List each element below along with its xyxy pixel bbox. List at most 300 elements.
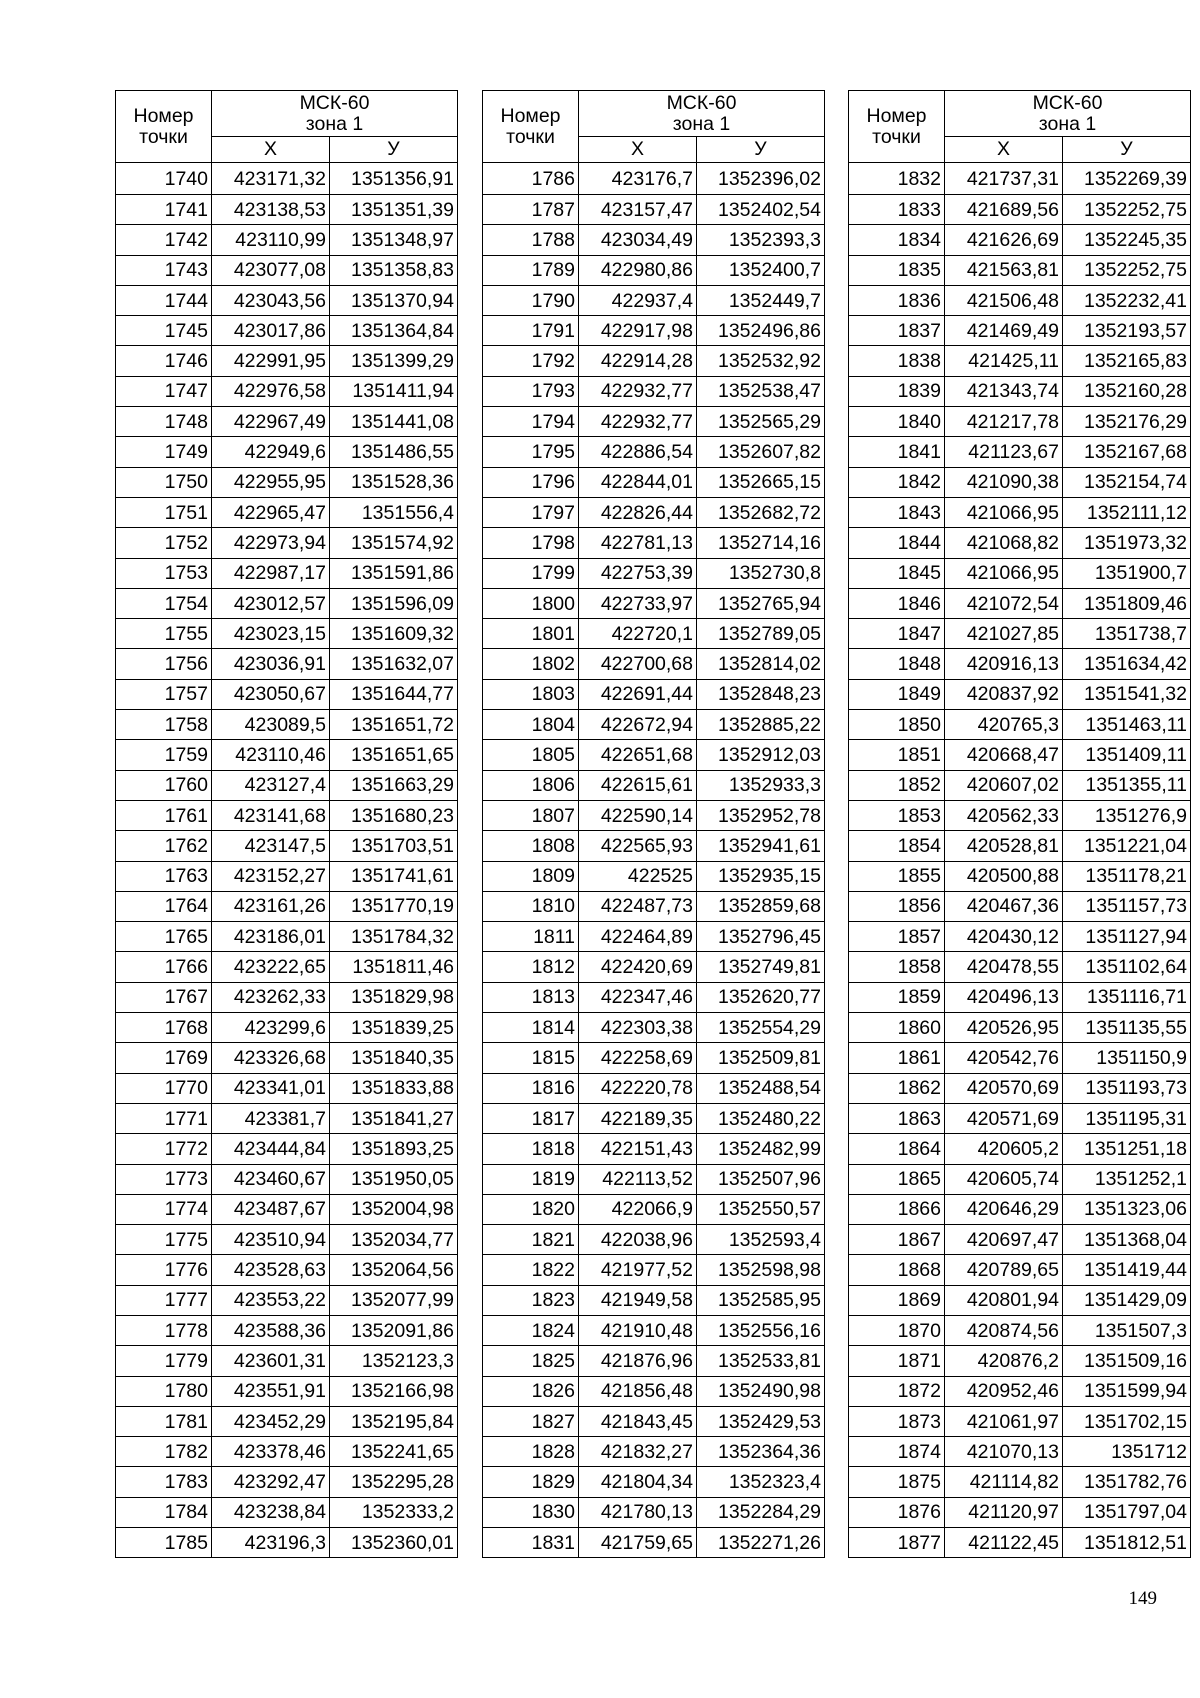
table-row: [849, 831, 1191, 861]
table-row: [483, 710, 825, 740]
x-coordinate-cell: 422965,47: [212, 497, 330, 527]
point-number-cell: 1818: [483, 1134, 579, 1164]
x-coordinate-cell: 420765,3: [945, 710, 1063, 740]
x-coordinate-cell: 420526,95: [945, 1013, 1063, 1043]
y-coordinate-cell: 1352166,98: [330, 1376, 458, 1406]
table-row: [116, 1346, 458, 1376]
table-body: [483, 163, 825, 1558]
point-number-cell: 1822: [483, 1255, 579, 1285]
y-coordinate-cell: 1352232,41: [1063, 285, 1191, 315]
y-coordinate-cell: 1351486,55: [330, 437, 458, 467]
y-coordinate-cell: 1352167,68: [1063, 437, 1191, 467]
y-coordinate-cell: 1351135,55: [1063, 1013, 1191, 1043]
x-coordinate-cell: 422525: [579, 861, 697, 891]
point-number-cell: 1777: [116, 1285, 212, 1315]
table-row: [483, 679, 825, 709]
x-coordinate-cell: 423460,67: [212, 1164, 330, 1194]
x-coordinate-cell: 421843,45: [579, 1406, 697, 1436]
point-number-cell: 1795: [483, 437, 579, 467]
point-number-cell: 1851: [849, 740, 945, 770]
y-coordinate-cell: 1352620,77: [697, 982, 825, 1012]
table-row: [483, 1043, 825, 1073]
x-coordinate-cell: 423089,5: [212, 710, 330, 740]
y-coordinate-cell: 1352269,39: [1063, 163, 1191, 195]
x-coordinate-cell: 422976,58: [212, 376, 330, 406]
table-row: [849, 649, 1191, 679]
x-coordinate-cell: 421506,48: [945, 285, 1063, 315]
x-coordinate-cell: 423238,84: [212, 1497, 330, 1527]
point-number-cell: 1857: [849, 922, 945, 952]
point-number-cell: 1859: [849, 982, 945, 1012]
y-coordinate-cell: 1351251,18: [1063, 1134, 1191, 1164]
point-number-cell: 1766: [116, 952, 212, 982]
point-number-cell: 1779: [116, 1346, 212, 1376]
table-row: [116, 649, 458, 679]
point-number-cell: 1759: [116, 740, 212, 770]
x-coordinate-cell: 422932,77: [579, 407, 697, 437]
x-coordinate-cell: 421120,97: [945, 1497, 1063, 1527]
point-number-cell: 1745: [116, 316, 212, 346]
table-row: [483, 1103, 825, 1133]
table-row: [483, 1315, 825, 1345]
table-row: [116, 1285, 458, 1315]
point-number-cell: 1772: [116, 1134, 212, 1164]
x-coordinate-cell: 422565,93: [579, 831, 697, 861]
point-number-cell: 1780: [116, 1376, 212, 1406]
table-row: [483, 800, 825, 830]
point-number-cell: 1752: [116, 528, 212, 558]
point-number-cell: 1862: [849, 1073, 945, 1103]
y-coordinate-cell: 1351829,98: [330, 982, 458, 1012]
y-coordinate-cell: 1352176,29: [1063, 407, 1191, 437]
table-row: [849, 558, 1191, 588]
y-coordinate-cell: 1351833,88: [330, 1073, 458, 1103]
y-coordinate-cell: 1352400,7: [697, 255, 825, 285]
table-row: [483, 1255, 825, 1285]
y-coordinate-cell: 1351364,84: [330, 316, 458, 346]
point-number-cell: 1835: [849, 255, 945, 285]
y-coordinate-cell: 1351409,11: [1063, 740, 1191, 770]
point-number-cell: 1865: [849, 1164, 945, 1194]
point-number-cell: 1770: [116, 1073, 212, 1103]
y-coordinate-cell: 1351644,77: [330, 679, 458, 709]
x-coordinate-cell: 422973,94: [212, 528, 330, 558]
x-coordinate-cell: 420789,65: [945, 1255, 1063, 1285]
x-coordinate-cell: 421689,56: [945, 195, 1063, 225]
x-coordinate-cell: 423378,46: [212, 1437, 330, 1467]
table-row: [483, 982, 825, 1012]
x-coordinate-cell: 422066,9: [579, 1194, 697, 1224]
y-coordinate-cell: 1352091,86: [330, 1315, 458, 1345]
y-coordinate-cell: 1351950,05: [330, 1164, 458, 1194]
y-column-header: У: [697, 137, 825, 163]
table-row: [483, 649, 825, 679]
table-row: [849, 1346, 1191, 1376]
y-coordinate-cell: 1352859,68: [697, 891, 825, 921]
y-coordinate-cell: 1352449,7: [697, 285, 825, 315]
x-coordinate-cell: 423444,84: [212, 1134, 330, 1164]
x-coordinate-cell: 420646,29: [945, 1194, 1063, 1224]
y-coordinate-cell: 1351809,46: [1063, 588, 1191, 618]
x-coordinate-cell: 423171,32: [212, 163, 330, 195]
point-number-cell: 1778: [116, 1315, 212, 1345]
point-number-cell: 1837: [849, 316, 945, 346]
table-row: [483, 558, 825, 588]
x-coordinate-cell: 421949,58: [579, 1285, 697, 1315]
x-coordinate-cell: 423222,65: [212, 952, 330, 982]
table-row: [116, 1255, 458, 1285]
x-coordinate-cell: 420500,88: [945, 861, 1063, 891]
table-row: [116, 982, 458, 1012]
y-coordinate-cell: 1352488,54: [697, 1073, 825, 1103]
y-coordinate-cell: 1351811,46: [330, 952, 458, 982]
point-number-header: Номер точки: [483, 91, 579, 163]
x-coordinate-cell: 423110,99: [212, 225, 330, 255]
x-coordinate-cell: 420528,81: [945, 831, 1063, 861]
x-column-header: Х: [579, 137, 697, 163]
table-row: [116, 1406, 458, 1436]
x-coordinate-cell: 420467,36: [945, 891, 1063, 921]
x-coordinate-cell: 423341,01: [212, 1073, 330, 1103]
y-coordinate-cell: 1351541,32: [1063, 679, 1191, 709]
point-number-cell: 1874: [849, 1437, 945, 1467]
y-coordinate-cell: 1351355,11: [1063, 770, 1191, 800]
point-number-cell: 1798: [483, 528, 579, 558]
y-coordinate-cell: 1352532,92: [697, 346, 825, 376]
x-coordinate-cell: 420430,12: [945, 922, 1063, 952]
point-number-cell: 1751: [116, 497, 212, 527]
y-coordinate-cell: 1352814,02: [697, 649, 825, 679]
x-coordinate-cell: 420801,94: [945, 1285, 1063, 1315]
x-coordinate-cell: 422651,68: [579, 740, 697, 770]
y-coordinate-cell: 1351370,94: [330, 285, 458, 315]
point-number-cell: 1749: [116, 437, 212, 467]
table-row: [483, 1073, 825, 1103]
point-number-cell: 1871: [849, 1346, 945, 1376]
table-row: [849, 619, 1191, 649]
x-coordinate-cell: 423138,53: [212, 195, 330, 225]
point-number-cell: 1763: [116, 861, 212, 891]
point-number-cell: 1875: [849, 1467, 945, 1497]
table-row: [116, 1103, 458, 1133]
x-coordinate-cell: 420605,74: [945, 1164, 1063, 1194]
table-row: [849, 1315, 1191, 1345]
x-coordinate-cell: 422987,17: [212, 558, 330, 588]
x-coordinate-cell: 421090,38: [945, 467, 1063, 497]
point-number-cell: 1836: [849, 285, 945, 315]
x-coordinate-cell: 423034,49: [579, 225, 697, 255]
x-coordinate-cell: 420874,56: [945, 1315, 1063, 1345]
y-coordinate-cell: 1352490,98: [697, 1376, 825, 1406]
y-coordinate-cell: 1351680,23: [330, 800, 458, 830]
y-coordinate-cell: 1352730,8: [697, 558, 825, 588]
point-number-cell: 1799: [483, 558, 579, 588]
point-number-cell: 1791: [483, 316, 579, 346]
x-coordinate-cell: 422781,13: [579, 528, 697, 558]
point-number-cell: 1783: [116, 1467, 212, 1497]
point-number-cell: 1813: [483, 982, 579, 1012]
point-number-cell: 1840: [849, 407, 945, 437]
y-coordinate-cell: 1352195,84: [330, 1406, 458, 1436]
x-coordinate-cell: 421832,27: [579, 1437, 697, 1467]
y-coordinate-cell: 1351276,9: [1063, 800, 1191, 830]
point-number-cell: 1806: [483, 770, 579, 800]
point-number-cell: 1858: [849, 952, 945, 982]
point-number-cell: 1756: [116, 649, 212, 679]
y-coordinate-cell: 1351839,25: [330, 1013, 458, 1043]
point-number-cell: 1771: [116, 1103, 212, 1133]
x-coordinate-cell: 422151,43: [579, 1134, 697, 1164]
y-coordinate-cell: 1352252,75: [1063, 255, 1191, 285]
y-coordinate-cell: 1351193,73: [1063, 1073, 1191, 1103]
y-coordinate-cell: 1352004,98: [330, 1194, 458, 1224]
y-coordinate-cell: 1351356,91: [330, 163, 458, 195]
point-number-cell: 1852: [849, 770, 945, 800]
point-number-cell: 1767: [116, 982, 212, 1012]
table-row: [849, 982, 1191, 1012]
table-row: [483, 528, 825, 558]
point-number-cell: 1868: [849, 1255, 945, 1285]
x-coordinate-cell: 420542,76: [945, 1043, 1063, 1073]
x-coordinate-cell: 422955,95: [212, 467, 330, 497]
point-number-cell: 1808: [483, 831, 579, 861]
table-row: [849, 1285, 1191, 1315]
table-row: [483, 861, 825, 891]
point-number-cell: 1854: [849, 831, 945, 861]
table-row: [849, 952, 1191, 982]
y-coordinate-cell: 1352933,3: [697, 770, 825, 800]
table-row: [849, 1497, 1191, 1527]
table-row: [116, 558, 458, 588]
y-coordinate-cell: 1351221,04: [1063, 831, 1191, 861]
y-coordinate-cell: 1351368,04: [1063, 1225, 1191, 1255]
table-row: [116, 255, 458, 285]
table-row: [116, 800, 458, 830]
x-coordinate-cell: 423510,94: [212, 1225, 330, 1255]
table-row: [116, 861, 458, 891]
table-body: [849, 163, 1191, 1558]
x-coordinate-cell: 421217,78: [945, 407, 1063, 437]
point-number-cell: 1774: [116, 1194, 212, 1224]
x-coordinate-cell: 421066,95: [945, 558, 1063, 588]
y-coordinate-cell: 1352585,95: [697, 1285, 825, 1315]
x-coordinate-cell: 422991,95: [212, 346, 330, 376]
point-number-cell: 1810: [483, 891, 579, 921]
table-row: [849, 1013, 1191, 1043]
x-coordinate-cell: 422937,4: [579, 285, 697, 315]
x-coordinate-cell: 423551,91: [212, 1376, 330, 1406]
point-number-cell: 1869: [849, 1285, 945, 1315]
table-row: [849, 1164, 1191, 1194]
table-row: [483, 1467, 825, 1497]
point-number-cell: 1864: [849, 1134, 945, 1164]
table-row: [116, 346, 458, 376]
y-coordinate-cell: 1352912,03: [697, 740, 825, 770]
table-row: [849, 1406, 1191, 1436]
point-number-cell: 1829: [483, 1467, 579, 1497]
table-row: [116, 891, 458, 921]
x-coordinate-cell: 421114,82: [945, 1467, 1063, 1497]
x-coordinate-cell: 421563,81: [945, 255, 1063, 285]
x-coordinate-cell: 423487,67: [212, 1194, 330, 1224]
point-number-cell: 1764: [116, 891, 212, 921]
point-number-cell: 1782: [116, 1437, 212, 1467]
y-coordinate-cell: 1352952,78: [697, 800, 825, 830]
y-coordinate-cell: 1352496,86: [697, 316, 825, 346]
y-coordinate-cell: 1352885,22: [697, 710, 825, 740]
table-row: [849, 861, 1191, 891]
y-coordinate-cell: 1351702,15: [1063, 1406, 1191, 1436]
table-row: [483, 316, 825, 346]
table-row: [116, 1134, 458, 1164]
y-coordinate-cell: 1351102,64: [1063, 952, 1191, 982]
point-number-cell: 1815: [483, 1043, 579, 1073]
y-coordinate-cell: 1351712: [1063, 1437, 1191, 1467]
y-coordinate-cell: 1352333,2: [330, 1497, 458, 1527]
table-row: [116, 1497, 458, 1527]
x-coordinate-cell: 421061,97: [945, 1406, 1063, 1436]
y-coordinate-cell: 1352193,57: [1063, 316, 1191, 346]
point-number-cell: 1762: [116, 831, 212, 861]
point-number-cell: 1828: [483, 1437, 579, 1467]
x-coordinate-cell: 420605,2: [945, 1134, 1063, 1164]
x-coordinate-cell: 423553,22: [212, 1285, 330, 1315]
x-coordinate-cell: 421977,52: [579, 1255, 697, 1285]
point-number-cell: 1757: [116, 679, 212, 709]
point-number-cell: 1807: [483, 800, 579, 830]
x-coordinate-cell: 420607,02: [945, 770, 1063, 800]
point-number-cell: 1796: [483, 467, 579, 497]
point-number-cell: 1845: [849, 558, 945, 588]
table-row: [116, 1467, 458, 1497]
y-coordinate-cell: 1351651,72: [330, 710, 458, 740]
x-coordinate-cell: 422189,35: [579, 1103, 697, 1133]
y-coordinate-cell: 1352789,05: [697, 619, 825, 649]
point-number-cell: 1848: [849, 649, 945, 679]
table-row: [849, 1103, 1191, 1133]
y-coordinate-cell: 1352360,01: [330, 1528, 458, 1558]
x-coordinate-cell: 423588,36: [212, 1315, 330, 1345]
table-row: [116, 316, 458, 346]
y-coordinate-cell: 1352241,65: [330, 1437, 458, 1467]
x-coordinate-cell: 422753,39: [579, 558, 697, 588]
y-coordinate-cell: 1352393,3: [697, 225, 825, 255]
point-number-cell: 1849: [849, 679, 945, 709]
y-coordinate-cell: 1351782,76: [1063, 1467, 1191, 1497]
y-coordinate-cell: 1351157,73: [1063, 891, 1191, 921]
x-coordinate-cell: 423292,47: [212, 1467, 330, 1497]
point-number-cell: 1748: [116, 407, 212, 437]
coordinate-system-header: МСК-60 зона 1: [945, 91, 1191, 137]
y-coordinate-cell: 1351252,1: [1063, 1164, 1191, 1194]
point-number-cell: 1746: [116, 346, 212, 376]
y-coordinate-cell: 1352271,26: [697, 1528, 825, 1558]
point-number-cell: 1816: [483, 1073, 579, 1103]
y-coordinate-cell: 1351840,35: [330, 1043, 458, 1073]
point-number-cell: 1786: [483, 163, 579, 195]
y-coordinate-cell: 1352550,57: [697, 1194, 825, 1224]
x-coordinate-cell: 421804,34: [579, 1467, 697, 1497]
table-row: [849, 1134, 1191, 1164]
y-coordinate-cell: 1352284,29: [697, 1497, 825, 1527]
table-row: [483, 1134, 825, 1164]
x-coordinate-cell: 422733,97: [579, 588, 697, 618]
point-number-cell: 1872: [849, 1376, 945, 1406]
y-coordinate-cell: 1352252,75: [1063, 195, 1191, 225]
point-number-cell: 1833: [849, 195, 945, 225]
table-row: [116, 740, 458, 770]
table-row: [116, 952, 458, 982]
point-number-cell: 1870: [849, 1315, 945, 1345]
x-coordinate-cell: 421425,11: [945, 346, 1063, 376]
x-column-header: Х: [212, 137, 330, 163]
y-coordinate-cell: 1351900,7: [1063, 558, 1191, 588]
y-coordinate-cell: 1351323,06: [1063, 1194, 1191, 1224]
x-coordinate-cell: 422464,89: [579, 922, 697, 952]
y-coordinate-cell: 1351574,92: [330, 528, 458, 558]
table-row: [849, 891, 1191, 921]
point-number-cell: 1831: [483, 1528, 579, 1558]
point-number-cell: 1741: [116, 195, 212, 225]
table-row: [849, 800, 1191, 830]
table-row: [483, 1528, 825, 1558]
table-row: [483, 437, 825, 467]
point-number-cell: 1824: [483, 1315, 579, 1345]
point-number-cell: 1860: [849, 1013, 945, 1043]
x-coordinate-cell: 422917,98: [579, 316, 697, 346]
point-number-cell: 1755: [116, 619, 212, 649]
table-row: [116, 922, 458, 952]
x-coordinate-cell: 422720,1: [579, 619, 697, 649]
table-row: [483, 1225, 825, 1255]
point-number-cell: 1821: [483, 1225, 579, 1255]
table-row: [849, 255, 1191, 285]
y-coordinate-cell: 1351663,29: [330, 770, 458, 800]
point-number-cell: 1853: [849, 800, 945, 830]
point-number-cell: 1825: [483, 1346, 579, 1376]
table-row: [483, 163, 825, 195]
point-number-cell: 1776: [116, 1255, 212, 1285]
x-coordinate-cell: 423601,31: [212, 1346, 330, 1376]
table-row: [116, 407, 458, 437]
table-row: [849, 285, 1191, 315]
y-coordinate-cell: 1351784,32: [330, 922, 458, 952]
table-row: [483, 922, 825, 952]
y-coordinate-cell: 1351150,9: [1063, 1043, 1191, 1073]
table-row: [849, 770, 1191, 800]
point-number-cell: 1784: [116, 1497, 212, 1527]
point-number-cell: 1761: [116, 800, 212, 830]
coordinate-table-2: [482, 90, 825, 1558]
y-coordinate-cell: 1351797,04: [1063, 1497, 1191, 1527]
x-coordinate-cell: 423141,68: [212, 800, 330, 830]
point-number-cell: 1863: [849, 1103, 945, 1133]
point-number-cell: 1856: [849, 891, 945, 921]
point-number-cell: 1801: [483, 619, 579, 649]
point-number-cell: 1742: [116, 225, 212, 255]
x-coordinate-cell: 423023,15: [212, 619, 330, 649]
y-coordinate-cell: 1351127,94: [1063, 922, 1191, 952]
table-row: [483, 285, 825, 315]
point-number-cell: 1839: [849, 376, 945, 406]
x-coordinate-cell: 422826,44: [579, 497, 697, 527]
x-coordinate-cell: 420916,13: [945, 649, 1063, 679]
x-coordinate-cell: 423152,27: [212, 861, 330, 891]
y-coordinate-cell: 1351591,86: [330, 558, 458, 588]
point-number-header: Номер точки: [849, 91, 945, 163]
x-coordinate-cell: 421027,85: [945, 619, 1063, 649]
x-coordinate-cell: 421856,48: [579, 1376, 697, 1406]
